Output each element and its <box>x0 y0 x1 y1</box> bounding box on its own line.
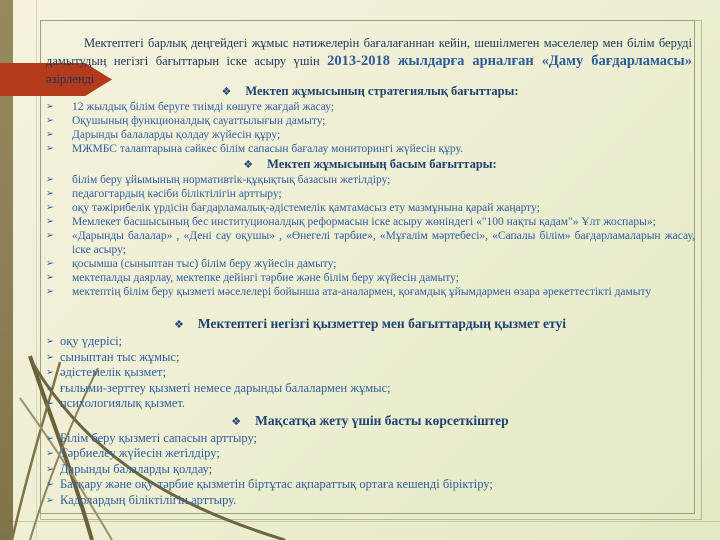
list-item-text: Басқару және оқу-тәрбие қызметін біртұтас ақпараттық ортаға кешенді біріктіру; <box>60 477 493 491</box>
list-item <box>44 431 696 447</box>
list-item-text: мектептің білім беру қызметі мәселелері бойынша ата-аналармен, қоғамдық ұйымдармен өзара әрекеттестікті дамыту <box>72 286 652 298</box>
list-item-text: Мемлекет басшысының бес институционалдық реформасын іске асыру жөніндегі «"100 нақты қадам"» Ұлт жоспары»; <box>72 216 656 228</box>
list-item-text: МЖМБС талаптарына сәйкес білім сапасын бағалау мониторингі жүйесін құру. <box>72 143 463 155</box>
list-item-text: Білім беру қызметі сапасын арттыру; <box>60 430 258 445</box>
list-item-text: Дарынды балаларды қолдау; <box>60 461 213 476</box>
arrow-bullet-icon: ➢ <box>46 432 54 444</box>
arrow-bullet-icon: ➢ <box>46 143 54 154</box>
section-header <box>44 316 696 333</box>
arrow-bullet-icon: ➢ <box>46 188 54 199</box>
list-item <box>44 462 696 478</box>
list-item <box>44 229 696 257</box>
section-header <box>44 84 696 99</box>
arrow-bullet-icon: ➢ <box>46 448 54 459</box>
list-item-text: оқу үдерісі; <box>60 334 123 348</box>
section-main-services <box>44 316 696 412</box>
section-header-text: Мектеп жұмысының стратегиялық бағыттары: <box>245 84 519 98</box>
list-item <box>44 100 696 114</box>
list-item-text: ғылыми-зерттеу қызметі немесе дарынды балалармен жұмыс; <box>60 380 391 395</box>
list-item-text: әдістемелік қызмет; <box>60 365 166 379</box>
list-item <box>44 381 696 397</box>
arrow-bullet-icon: ➢ <box>46 463 54 475</box>
list-item <box>44 114 696 128</box>
list-item-text: 12 жылдық білім беруге тиімді көшуге жағдай жасау; <box>72 101 335 113</box>
diamond-icon: ❖ <box>174 318 184 331</box>
diamond-icon: ❖ <box>243 158 254 171</box>
list-item <box>44 285 696 299</box>
list-item-text: «Дарынды балалар» , «Дені сау оқушы» , «Өнегелі тәрбие», «Мұғалім мәртебесі», «Сапалы білім» бағдарламаларын жасау, іске асыру; <box>72 230 695 256</box>
arrow-bullet-icon: ➢ <box>46 230 54 241</box>
arrow-bullet-icon: ➢ <box>46 216 54 227</box>
arrow-bullet-icon: ➢ <box>46 494 54 506</box>
list-item <box>44 396 696 412</box>
section-header-text: Мектептегі негізгі қызметтер мен бағыттардың қызмет етуі <box>197 316 566 331</box>
arrow-bullet-icon: ➢ <box>46 367 54 378</box>
list-item <box>44 334 696 350</box>
arrow-bullet-icon: ➢ <box>46 202 54 213</box>
arrow-bullet-icon: ➢ <box>46 272 54 283</box>
arrow-bullet-icon: ➢ <box>46 286 54 297</box>
title-highlight: 2013-2018 жылдарға арналған «Даму бағдарламасы» <box>327 52 692 69</box>
list-item-text: мектепалды даярлау, мектепке дейінгі тәрбие және білім беру жүйесін дамыту; <box>72 272 459 284</box>
diamond-icon: ❖ <box>231 414 242 428</box>
list-item <box>44 201 696 215</box>
list-item <box>44 187 696 201</box>
list-item-text: Дарынды балаларды қолдау жүйесін құру; <box>72 129 281 141</box>
list-item <box>44 446 696 462</box>
list-item-text: педагогтардың кәсіби біліктілігін арттыру; <box>72 188 282 200</box>
list-item-text: Кадрлардың біліктілігін арттыру. <box>60 492 237 507</box>
list-item-text: сыныптан тыс жұмыс; <box>60 349 180 364</box>
section-key-indicators <box>44 413 696 509</box>
section-header-text: Мақсатқа жету үшін басты көрсеткіштер <box>255 412 509 428</box>
section-spacer <box>44 299 696 315</box>
arrow-bullet-icon: ➢ <box>46 115 54 126</box>
slide-body <box>44 83 696 508</box>
section-header-text: Мектеп жұмысының басым бағыттары: <box>267 157 497 171</box>
list-item-text: оқу тәжірибелік үрдісін бағдарламалық-әдістемелік қамтамасыз ету мазмұнына қарай жаңарту; <box>72 202 540 214</box>
list-item-text: білім беру ұйымының нормативтік-құқықтық базасын жетілдіру; <box>72 174 391 186</box>
diamond-icon: ❖ <box>221 85 232 98</box>
list-item-text: қосымша (сыныптан тыс) білім беру жүйесін дамыту; <box>72 258 337 270</box>
title-text-after: әзірленді <box>46 71 95 86</box>
list-item <box>44 350 696 366</box>
arrow-bullet-icon: ➢ <box>46 101 54 112</box>
section-priority-directions <box>44 157 696 299</box>
list-item <box>44 128 696 142</box>
section-header <box>44 157 696 172</box>
list-item <box>44 493 696 509</box>
arrow-bullet-icon: ➢ <box>46 129 54 140</box>
list-item <box>44 142 696 156</box>
list-item-text: Тәрбиелеу жүйесін жетілдіру; <box>60 446 220 460</box>
arrow-bullet-icon: ➢ <box>46 336 54 347</box>
list-item-text: психологиялық қызмет. <box>60 396 186 410</box>
list-item <box>44 215 696 229</box>
list-item <box>44 477 696 493</box>
arrow-bullet-icon: ➢ <box>46 382 54 394</box>
list-item <box>44 173 696 187</box>
arrow-bullet-icon: ➢ <box>46 258 54 269</box>
background-bottom-line <box>0 521 720 522</box>
slide-title <box>46 34 692 88</box>
list-item <box>44 271 696 285</box>
arrow-bullet-icon: ➢ <box>46 351 54 363</box>
section-strategic-directions <box>44 84 696 156</box>
title-text-before: Мектептегі барлық деңгейдегі жұмыс нәтижелерін бағалағаннан кейін, шешілмеген мәселелер мен білім беруді дамытудың негізгі бағыттарын іске асыру үшін <box>46 35 692 68</box>
list-item-text: Оқушының функционалдық сауаттылығын дамыту; <box>72 115 326 127</box>
list-item <box>44 365 696 381</box>
arrow-bullet-icon: ➢ <box>46 479 54 490</box>
list-item <box>44 257 696 271</box>
section-header <box>44 413 696 430</box>
arrow-bullet-icon: ➢ <box>46 174 54 185</box>
arrow-bullet-icon: ➢ <box>46 398 54 409</box>
